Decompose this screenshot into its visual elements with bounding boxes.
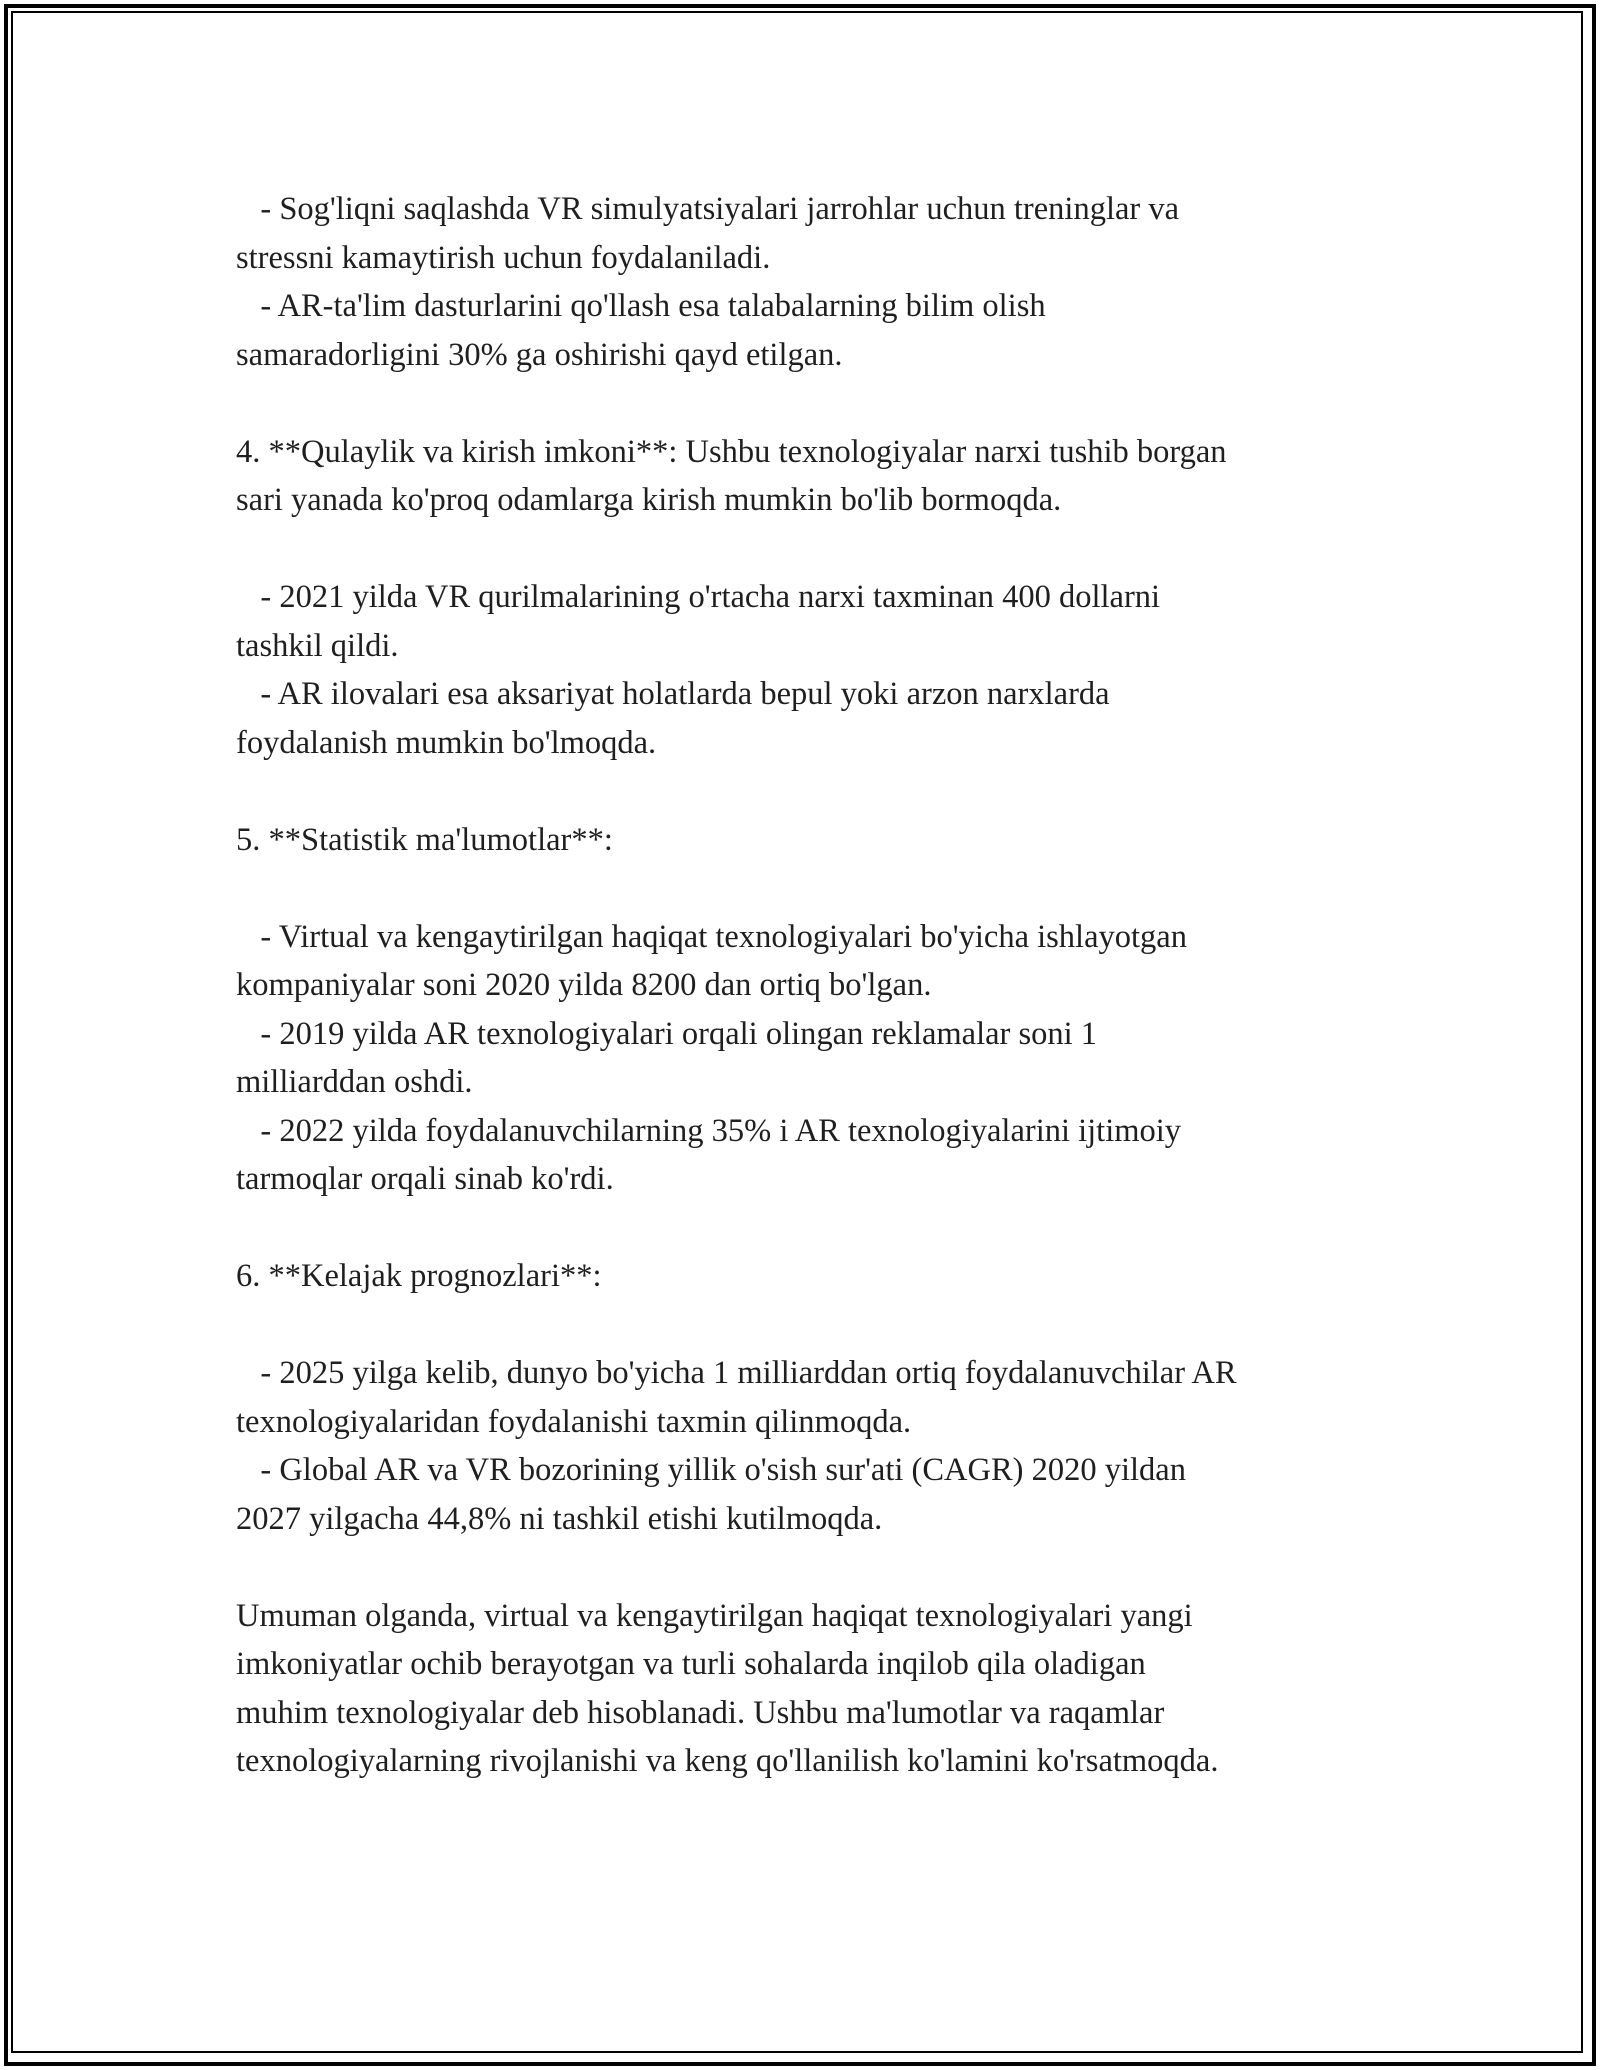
- text-line: 4. **Qulaylik va kirish imkoni**: Ushbu texnologiyalar narxi tushib borgan: [236, 433, 1227, 470]
- text-line: - Virtual va kengaytirilgan haqiqat texnologiyalari bo'yicha ishlayotgan: [236, 918, 1187, 955]
- blank-line: [236, 864, 1396, 913]
- text-line: texnologiyalaridan foydalanishi taxmin qilinmoqda.: [236, 1403, 912, 1440]
- text-line: - 2025 yilga kelib, dunyo bo'yicha 1 milliarddan ortiq foydalanuvchilar AR: [236, 1355, 1237, 1391]
- blank-line: [236, 767, 1396, 816]
- text-line: 6. **Kelajak prognozlari**:: [236, 1258, 602, 1294]
- text-line: Umuman olganda, virtual va kengaytirilgan haqiqat texnologiyalari yangi: [236, 1597, 1193, 1634]
- text-line: - Sog'liqni saqlashda VR simulyatsiyalari jarrohlar uchun treninglar va: [236, 191, 1180, 227]
- text-line: - AR ilovalari esa aksariyat holatlarda bepul yoki arzon narxlarda: [236, 676, 1110, 712]
- text-line: tarmoqlar orqali sinab ko'rdi.: [236, 1161, 614, 1197]
- text-line: - Global AR va VR bozorining yillik o'sish sur'ati (CAGR) 2020 yildan: [236, 1452, 1186, 1488]
- blank-line: [236, 1543, 1396, 1592]
- text-line: texnologiyalarning rivojlanishi va keng qo'llanilish ko'lamini ko'rsatmoqda.: [236, 1743, 1219, 1779]
- text-line: tashkil qildi.: [236, 627, 399, 664]
- text-line: foydalanish mumkin bo'lmoqda.: [236, 724, 657, 761]
- text-line: 2027 yilgacha 44,8% ni tashkil etishi kutilmoqda.: [236, 1500, 883, 1537]
- text-line: - 2022 yilda foydalanuvchilarning 35% i AR texnologiyalarini ijtimoiy: [236, 1112, 1182, 1149]
- text-line: sari yanada ko'proq odamlarga kirish mumkin bo'lib bormoqda.: [236, 482, 1062, 518]
- text-line: milliarddan oshdi.: [236, 1064, 473, 1100]
- blank-line: [236, 1301, 1396, 1350]
- text-line: - AR-ta'lim dasturlarini qo'llash esa talabalarning bilim olish: [236, 288, 1046, 324]
- blank-line: [236, 379, 1396, 428]
- text-line: samaradorligini 30% ga oshirishi qayd etilgan.: [236, 336, 843, 373]
- text-line: - 2019 yilda AR texnologiyalari orqali olingan reklamalar soni 1: [236, 1015, 1098, 1052]
- blank-line: [236, 1204, 1396, 1253]
- text-line: - 2021 yilda VR qurilmalarining o'rtacha narxi taxminan 400 dollarni: [236, 579, 1161, 615]
- text-line: stressni kamaytirish uchun foydalaniladi.: [236, 239, 771, 276]
- blank-line: [236, 525, 1396, 574]
- text-line: 5. **Statistik ma'lumotlar**:: [236, 821, 613, 858]
- text-line: imkoniyatlar ochib berayotgan va turli sohalarda inqilob qila oladigan: [236, 1646, 1146, 1682]
- text-line: muhim texnologiyalar deb hisoblanadi. Ushbu ma'lumotlar va raqamlar: [236, 1694, 1165, 1731]
- document-body: [236, 185, 1396, 1786]
- text-line: kompaniyalar soni 2020 yilda 8200 dan ortiq bo'lgan.: [236, 967, 932, 1003]
